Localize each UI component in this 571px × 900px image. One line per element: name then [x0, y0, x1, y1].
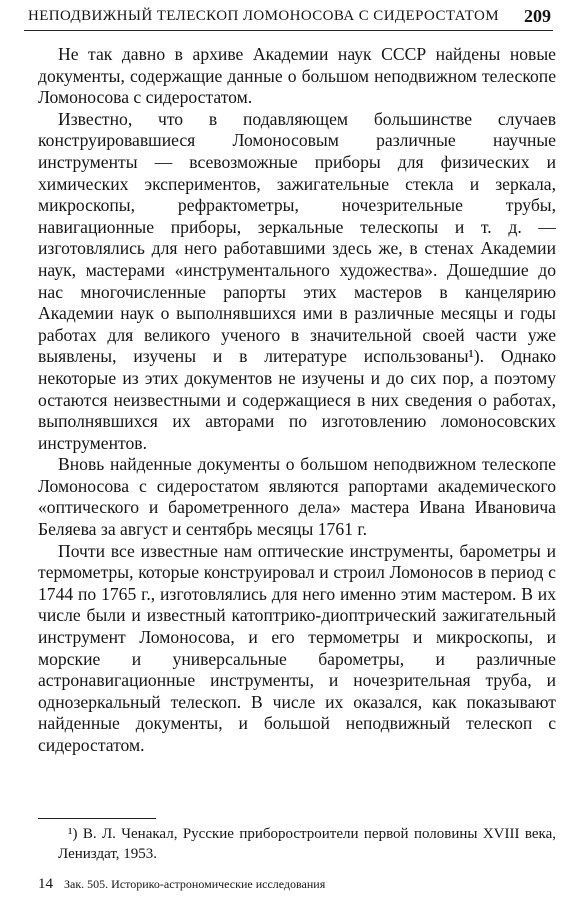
printer-imprint — [38, 876, 325, 893]
footnote-divider — [38, 818, 156, 819]
paragraph-3: Вновь найденные документы о большом неподвижном телескопе Ломоносова с сидеростатом являются рапортами академического «оптического и барометренного дела» мастера Ивана Ивановича Беляева за август и сентябрь месяцы 1761 г. — [38, 454, 556, 540]
footnote: ¹) В. Л. Ченакал, Русские приборостроители первой половины XVIII века, Лениздат, 1953. — [58, 826, 556, 862]
body-text — [38, 44, 556, 757]
signature-number: 14 — [38, 876, 53, 892]
page-number: 209 — [524, 6, 551, 26]
imprint-text: Зак. 505. Историко-астрономические исследования — [64, 877, 326, 891]
running-header — [24, 6, 553, 31]
paragraph-2: Известно, что в подавляющем большинстве случаев конструировавшиеся Ломоносовым различные научные инструменты — всевозможные приборы для физических и химических экспериментов, зажигательные стекла и зеркала, микроскопы, рефрактометры, ночезрительные трубы, навигационные приборы, зеркальные телескопы и т. д. — изготовлялись для него работавшими здесь же, в стенах Академии наук, мастерами «инструментального художества». Дошедшие до нас многочисленные рапорты этих мастеров в канцелярию Академии наук о выполнявшихся ими в различные месяцы и годы работах для великого ученого в значительной своей части уже выявлены, изучены и в литературе использованы¹). Однако некоторые из этих документов не изучены и до сих пор, а поэтому остаются неизвестными и содержащиеся в них сведения о работах, выполнявшихся их авторами по изготовлению ломоносовских инструментов. — [38, 108, 556, 453]
running-title: НЕПОДВИЖНЫЙ ТЕЛЕСКОП ЛОМОНОСОВА С СИДЕРОСТАТОМ — [28, 8, 499, 24]
paragraph-1: Не так давно в архиве Академии наук СССР найдены новые документы, содержащие данные о большом неподвижном телескопе Ломоносова с сидеростатом. — [38, 44, 556, 108]
paragraph-4: Почти все известные нам оптические инструменты, барометры и термометры, которые конструировал и строил Ломоносов в период с 1744 по 1765 г., изготовлялись для него именно этим мастером. В их числе были и известный катоптрико-диоптрический зажигательный инструмент Ломоносова, и его термометры и микроскопы, и морские и универсальные барометры, и различные астронавигационные инструменты, и ночезрительная труба, и однозеркальный телескоп. В числе их оказался, как показывают найденные документы, и большой неподвижный телескоп с сидеростатом. — [38, 540, 556, 755]
